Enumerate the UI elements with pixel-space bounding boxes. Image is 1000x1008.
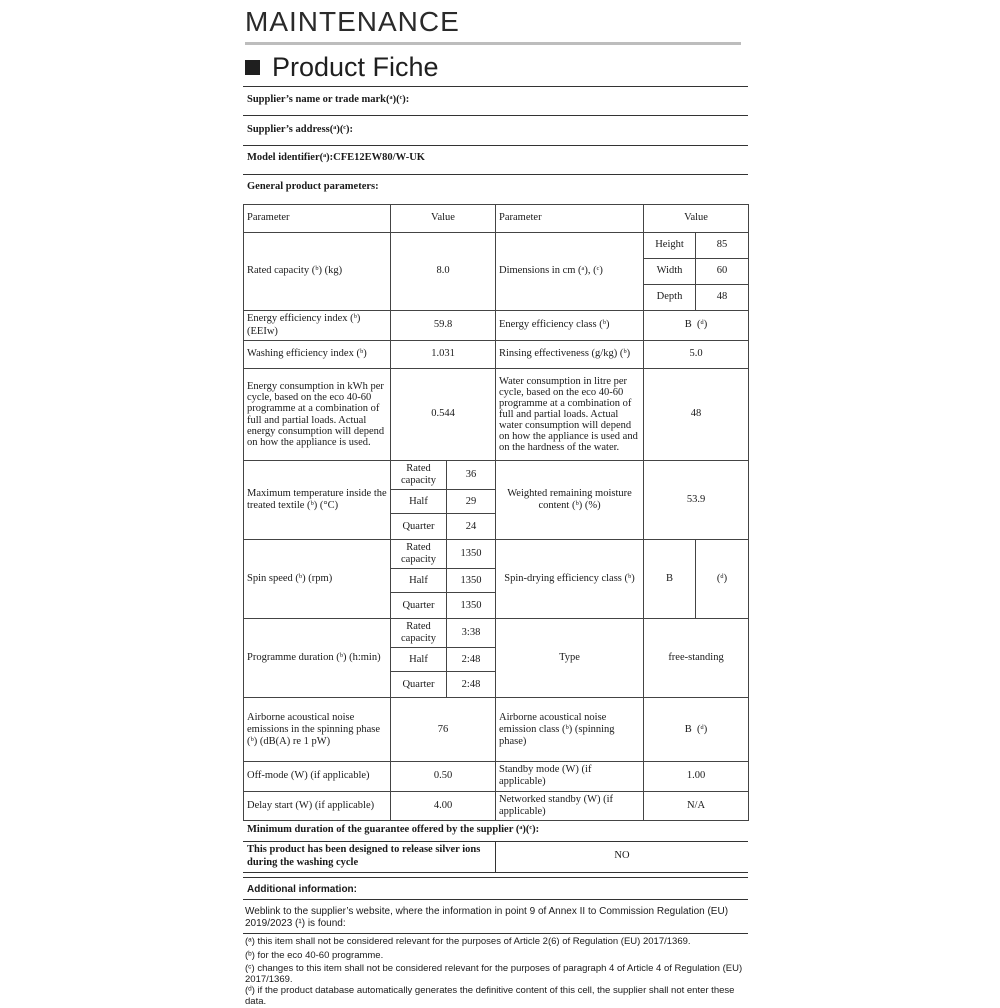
duration-rated-value: 3:38 bbox=[447, 619, 496, 648]
square-bullet-icon bbox=[245, 60, 260, 75]
dimensions-label: Dimensions in cm (ᵃ), (ᶜ) bbox=[496, 233, 644, 311]
duration-quarter-value: 2:48 bbox=[447, 672, 496, 698]
general-parameters-heading: General product parameters: bbox=[247, 181, 379, 192]
off-mode-value: 0.50 bbox=[391, 762, 496, 791]
guarantee-row: Minimum duration of the guarantee offered by the supplier (ᵃ)(ᶜ): bbox=[247, 824, 540, 835]
spin-class-note: (ᵈ) bbox=[696, 540, 749, 619]
energy-class-value bbox=[644, 311, 749, 341]
header-value: Value bbox=[391, 205, 496, 233]
additional-info-heading: Additional information: bbox=[247, 884, 357, 895]
energy-consumption-label: Energy consumption in kWh per cycle, based on the eco 40-60 programme at a combination of full and partial loads. Actual energy consumption will depend on how the appliance is used. bbox=[244, 369, 391, 461]
eei-value: 59.8 bbox=[391, 311, 496, 341]
noise-class-note: (ᵈ) bbox=[697, 723, 708, 735]
rated-capacity-label: Rated capacity (ᵇ) (kg) bbox=[244, 233, 391, 311]
table-header-row bbox=[244, 205, 749, 233]
energy-class-letter: B bbox=[684, 319, 692, 331]
header-value-right: Value bbox=[644, 205, 749, 233]
rinsing-value: 5.0 bbox=[644, 341, 749, 369]
noise-class-label: Airborne acoustical noise emission class (ᵇ) (spinning phase) bbox=[496, 698, 644, 762]
max-temp-quarter-value: 24 bbox=[447, 514, 496, 540]
noise-class-letter: B bbox=[684, 723, 692, 735]
delay-start-value: 4.00 bbox=[391, 791, 496, 820]
section-title bbox=[245, 52, 439, 83]
standby-value: 1.00 bbox=[644, 762, 749, 791]
max-temp-half-value: 29 bbox=[447, 490, 496, 514]
spin-class-value: B bbox=[644, 540, 696, 619]
header-parameter-right: Parameter bbox=[496, 205, 644, 233]
max-temp-quarter-label: Quarter bbox=[391, 514, 447, 540]
energy-consumption-value: 0.544 bbox=[391, 369, 496, 461]
washing-index-value: 1.031 bbox=[391, 341, 496, 369]
divider bbox=[243, 899, 748, 900]
footnote-a: (ᵃ) this item shall not be considered relevant for the purposes of Article 2(6) of Regulation (EU) 2017/1369. bbox=[245, 936, 691, 947]
water-consumption-value: 48 bbox=[644, 369, 749, 461]
water-consumption-label: Water consumption in litre per cycle, based on the eco 40-60 programme at a combination of full and partial loads. Actual water consumption will depend on how the appliance is used and on the hardness of the water. bbox=[496, 369, 644, 461]
page-title: MAINTENANCE bbox=[245, 6, 460, 37]
spin-rated-label: Rated capacity bbox=[391, 540, 447, 569]
spin-quarter-value: 1350 bbox=[447, 593, 496, 619]
noise-class-value bbox=[644, 698, 749, 762]
divider bbox=[243, 86, 748, 87]
height-value: 85 bbox=[696, 233, 749, 259]
remaining-moisture-label: Weighted remaining moisture content (ᵇ) (%) bbox=[496, 461, 644, 540]
spin-class-label: Spin-drying efficiency class (ᵇ) bbox=[496, 540, 644, 619]
max-temperature-label: Maximum temperature inside the treated textile (ᵇ) (°C) bbox=[244, 461, 391, 540]
rated-capacity-value: 8.0 bbox=[391, 233, 496, 311]
section-title-text: Product Fiche bbox=[272, 52, 439, 82]
duration-half-label: Half bbox=[391, 648, 447, 672]
type-label: Type bbox=[496, 619, 644, 698]
depth-value: 48 bbox=[696, 285, 749, 311]
duration-quarter-label: Quarter bbox=[391, 672, 447, 698]
programme-duration-label: Programme duration (ᵇ) (h:min) bbox=[244, 619, 391, 698]
spin-quarter-label: Quarter bbox=[391, 593, 447, 619]
noise-label: Airborne acoustical noise emissions in the spinning phase (ᵇ) (dB(A) re 1 pW) bbox=[244, 698, 391, 762]
max-temp-half-label: Half bbox=[391, 490, 447, 514]
spin-rated-value: 1350 bbox=[447, 540, 496, 569]
weblink-text: Weblink to the supplier’s website, where the information in point 9 of Annex II to Commission Regulation (EU) 2019/2023 (¹) is found: bbox=[245, 906, 729, 929]
remaining-moisture-value: 53.9 bbox=[644, 461, 749, 540]
model-identifier-row: Model identifier(ᵃ):CFE12EW80/W-UK bbox=[247, 152, 425, 163]
type-value: free-standing bbox=[644, 619, 749, 698]
depth-label: Depth bbox=[644, 285, 696, 311]
height-label: Height bbox=[644, 233, 696, 259]
header-parameter: Parameter bbox=[244, 205, 391, 233]
title-divider bbox=[245, 42, 741, 45]
energy-class-note: (ᵈ) bbox=[697, 319, 708, 331]
rinsing-label: Rinsing effectiveness (g/kg) (ᵇ) bbox=[496, 341, 644, 369]
networked-standby-label: Networked standby (W) (if applicable) bbox=[496, 791, 644, 820]
supplier-name-row: Supplier’s name or trade mark(ᵃ)(ᶜ): bbox=[247, 94, 410, 105]
silver-ions-label: This product has been designed to release silver ions during the washing cycle bbox=[247, 844, 481, 868]
width-label: Width bbox=[644, 259, 696, 285]
divider bbox=[243, 115, 748, 116]
divider bbox=[243, 933, 748, 934]
washing-index-label: Washing efficiency index (ᵇ) bbox=[244, 341, 391, 369]
max-temp-rated-label: Rated capacity bbox=[391, 461, 447, 490]
eei-label: Energy efficiency index (ᵇ) (EEIw) bbox=[244, 311, 391, 341]
divider bbox=[243, 145, 748, 146]
noise-value: 76 bbox=[391, 698, 496, 762]
max-temp-rated-value: 36 bbox=[447, 461, 496, 490]
spin-half-value: 1350 bbox=[447, 569, 496, 593]
silver-ions-value: NO bbox=[614, 850, 630, 861]
spin-speed-label: Spin speed (ᵇ) (rpm) bbox=[244, 540, 391, 619]
duration-half-value: 2:48 bbox=[447, 648, 496, 672]
footnote-c: (ᶜ) changes to this item shall not be considered relevant for the purposes of paragraph 4 of Article 4 of Regulation (EU) 2017/1369. bbox=[245, 963, 743, 986]
supplier-address-row: Supplier’s address(ᵃ)(ᶜ): bbox=[247, 124, 354, 135]
divider bbox=[243, 877, 748, 878]
energy-class-label: Energy efficiency class (ᵇ) bbox=[496, 311, 644, 341]
parameters-table bbox=[243, 204, 749, 821]
duration-rated-label: Rated capacity bbox=[391, 619, 447, 648]
divider bbox=[243, 174, 748, 175]
off-mode-label: Off-mode (W) (if applicable) bbox=[244, 762, 391, 791]
divider bbox=[243, 872, 748, 873]
footnote-b: (ᵇ) for the eco 40-60 programme. bbox=[245, 950, 384, 961]
standby-label: Standby mode (W) (if applicable) bbox=[496, 762, 644, 791]
width-value: 60 bbox=[696, 259, 749, 285]
delay-start-label: Delay start (W) (if applicable) bbox=[244, 791, 391, 820]
spin-half-label: Half bbox=[391, 569, 447, 593]
footnote-d: (ᵈ) if the product database automatically generates the definitive content of this cell, the supplier shall not enter these data. bbox=[245, 985, 735, 1008]
networked-standby-value: N/A bbox=[644, 791, 749, 820]
